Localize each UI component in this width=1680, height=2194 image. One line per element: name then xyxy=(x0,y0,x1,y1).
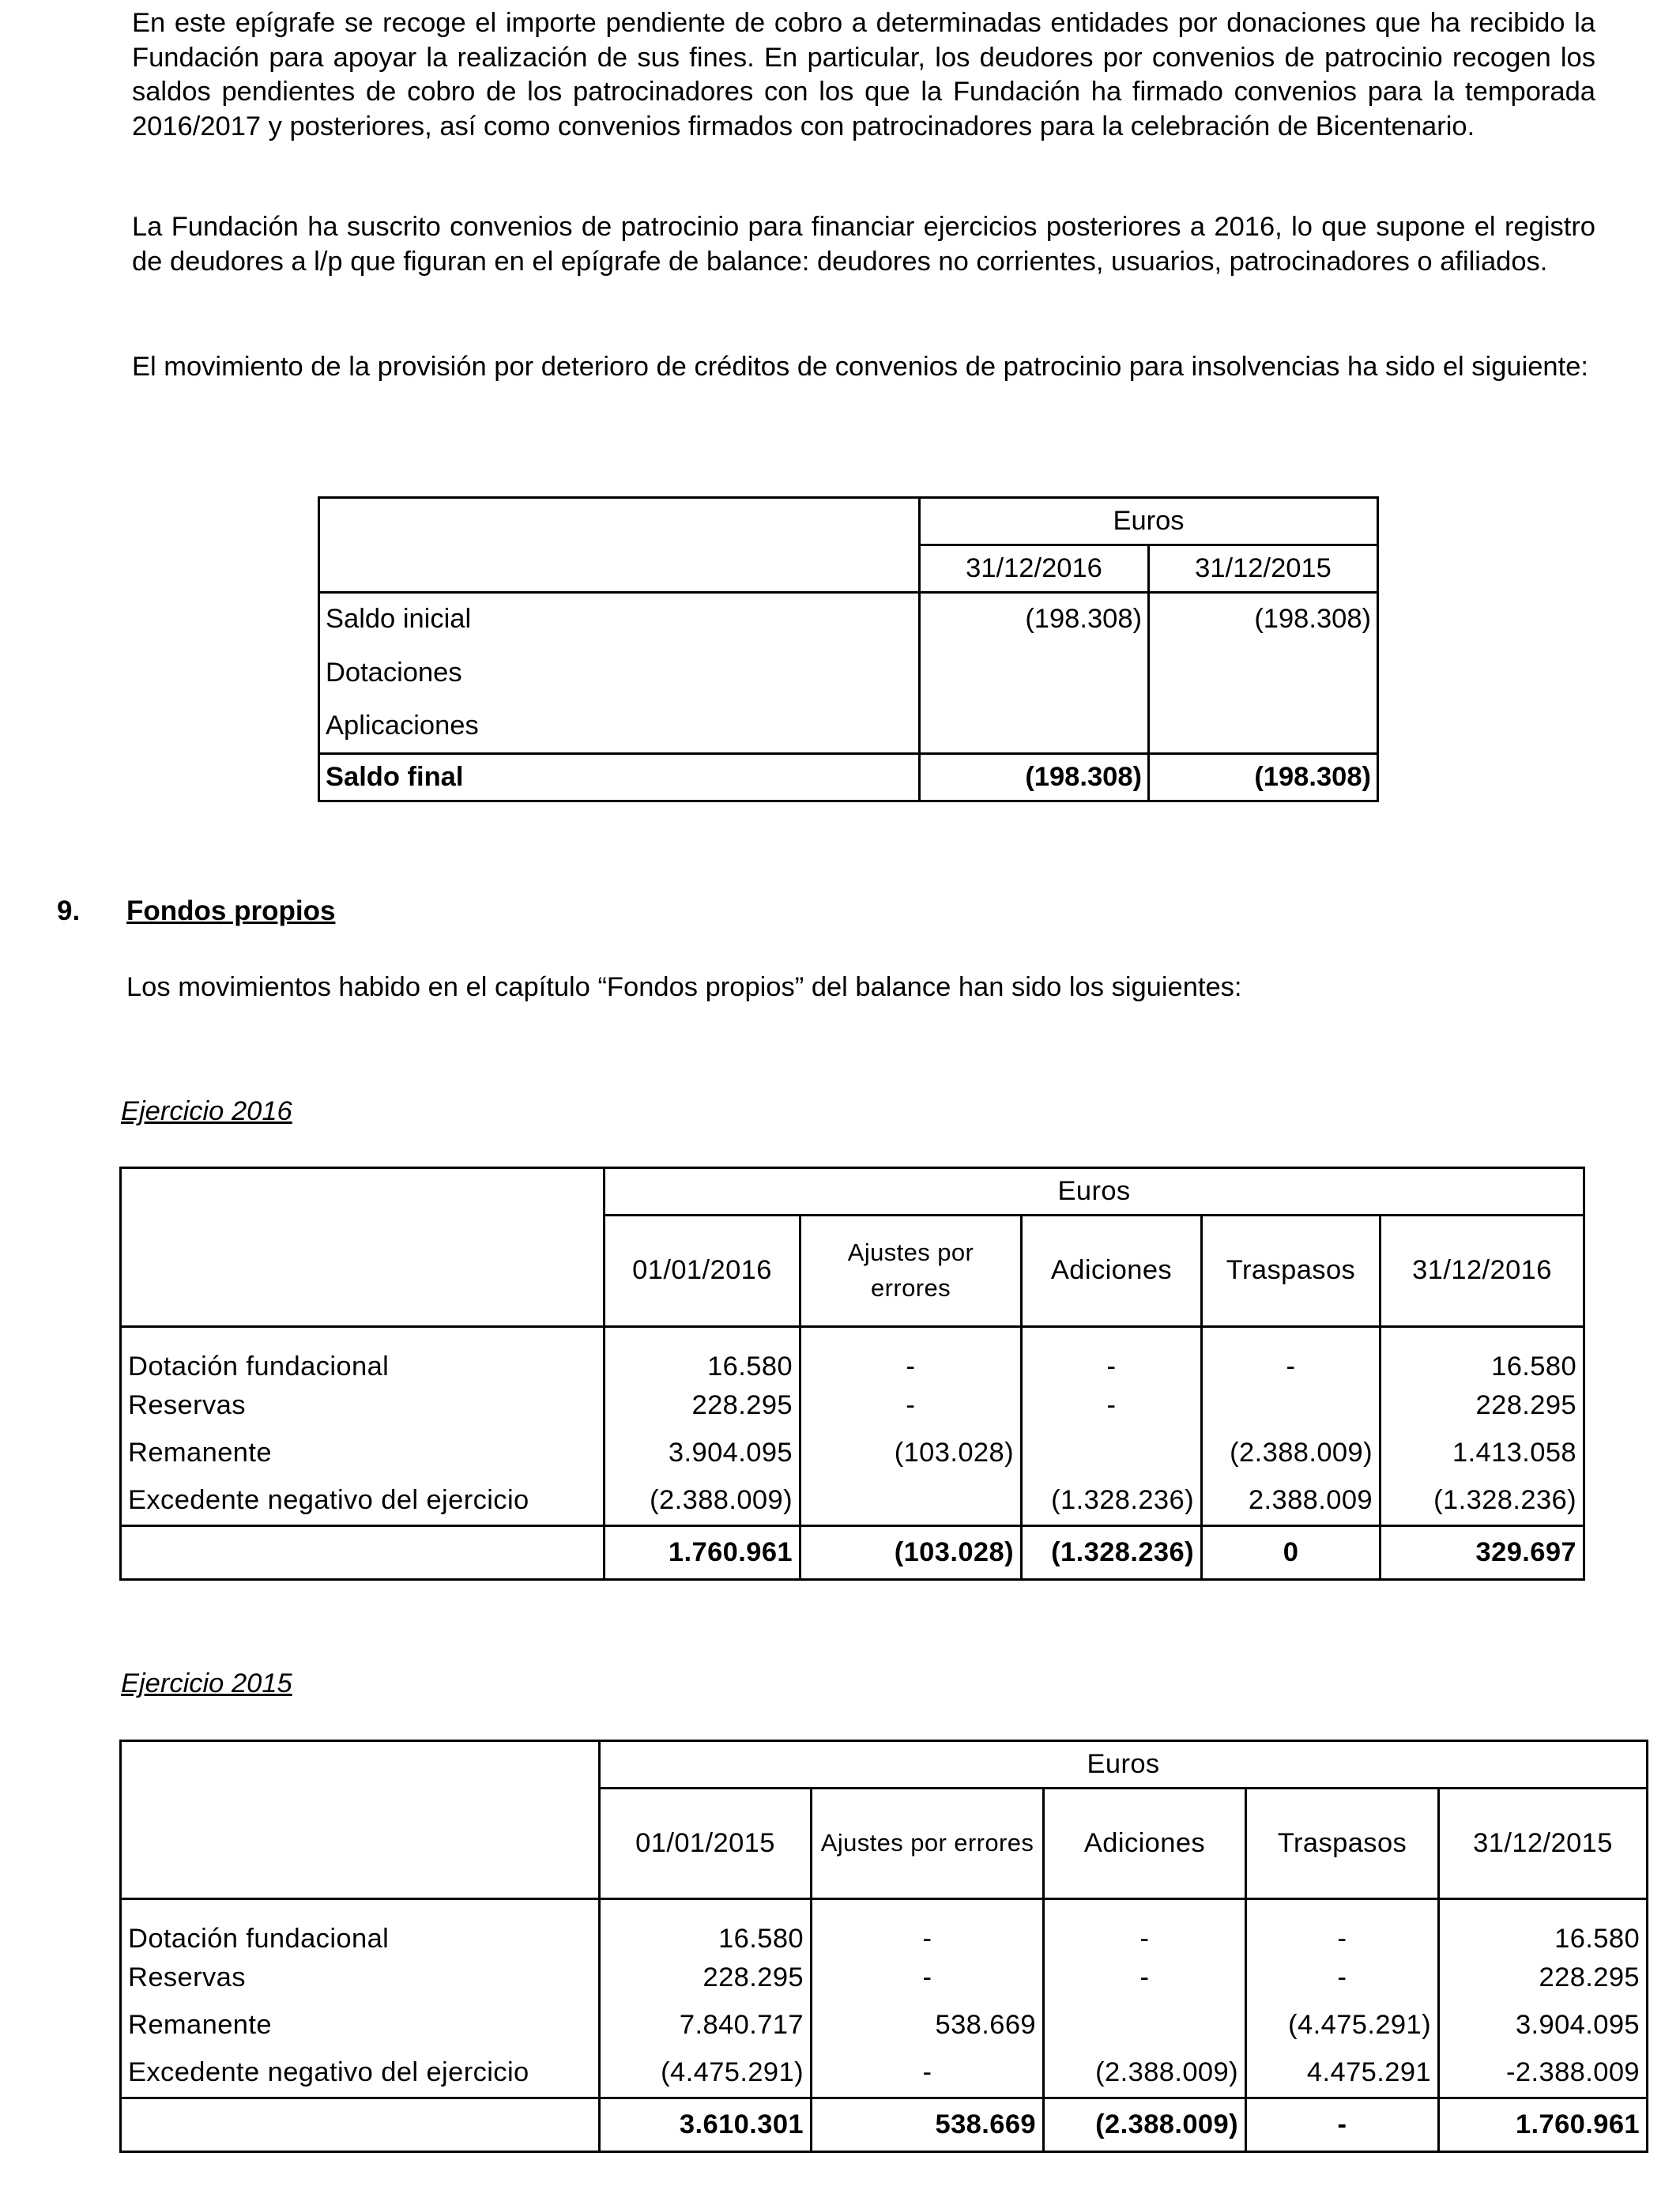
section-lead: Los movimientos habido en el capítulo “Fondos propios” del balance han sido los siguientes: xyxy=(126,972,1242,1002)
paragraph-epigrafe: En este epígrafe se recoge el importe pendiente de cobro a determinadas entidades por donaciones que ha recibido la Fundación para apoyar la realización de sus fines. En particular, los deudores por convenios de patrocinio recogen los saldos pendientes de cobro de los patrocinadores con los que la Fundación ha firmado convenios para la temporada 2016/2017 y posteriores, así como convenios firmados con patrocinadores para la celebración de Bicentenario. xyxy=(132,8,1595,141)
fondos-2015-table: Euros 01/01/2015 Ajustes por errores Adiciones Traspasos 31/12/2015 Dotación fundacional 16.580 - - - 16.580 Reservas 228.295 - - - 228.295 Remanente 7.840.717 538.669 (4.475.291) 3.904.095 Excedente negativo del ejercicio (4.475.291) - (2.388.009) 4.475.291 -2.388.009 3.610.301 538.669 (2.388.009) - 1.760.961 xyxy=(119,1740,1648,2153)
provision-col-2016: 31/12/2016 xyxy=(920,545,1149,593)
table-total-row: Saldo final (198.308) (198.308) xyxy=(319,754,1378,801)
table-row: Reservas 228.295 - - - 228.295 xyxy=(121,1955,1648,2002)
ejercicio-2015-heading: Ejercicio 2015 xyxy=(121,1668,292,1698)
provision-currency: Euros xyxy=(920,498,1378,545)
provision-col-2015: 31/12/2015 xyxy=(1149,545,1378,593)
section-heading xyxy=(57,894,335,929)
table-row: Dotación fundacional 16.580 - - - 16.580 xyxy=(121,1899,1648,1955)
table-row: Remanente 3.904.095 (103.028) (2.388.009) 1.413.058 xyxy=(121,1430,1584,1477)
table-row: Dotación fundacional 16.580 - - - 16.580 xyxy=(121,1327,1584,1382)
ejercicio-2016-heading: Ejercicio 2016 xyxy=(121,1096,292,1126)
table-row: Remanente 7.840.717 538.669 (4.475.291) 3.904.095 xyxy=(121,2002,1648,2049)
table-row: Aplicaciones xyxy=(319,700,1378,754)
provision-table xyxy=(318,496,1379,802)
table-total-row: 3.610.301 538.669 (2.388.009) - 1.760.961 xyxy=(121,2098,1648,2152)
paragraph-movimiento-provision: El movimiento de la provisión por deterioro de créditos de convenios de patrocinio para insolvencias ha sido el siguiente: xyxy=(132,352,1588,382)
section-number: 9. xyxy=(57,895,81,926)
paragraph-convenios: La Fundación ha suscrito convenios de patrocinio para financiar ejercicios posteriores a 2016, lo que supone el registro de deudores a l/p que figuran en el epígrafe de balance: deudores no corrientes, usuarios, patrocinadores o afiliados. xyxy=(132,212,1595,277)
fondos-2016-table: Euros 01/01/2016 Ajustes por errores Adiciones Traspasos 31/12/2016 Dotación fundacional 16.580 - - - 16.580 Reservas 228.295 - - 228.295 Remanente 3.904.095 (103.028) (2.388.009) 1.413.058 Excedente negativo del ejercicio (2.388.009) (1.328.236) 2.388.009 (1.328.236) 1.760.961 (103.028) (1.328.236) 0 329.697 xyxy=(119,1167,1585,1581)
table-row: Excedente negativo del ejercicio (4.475.291) - (2.388.009) 4.475.291 -2.388.009 xyxy=(121,2049,1648,2098)
table-row: Reservas 228.295 - - 228.295 xyxy=(121,1382,1584,1430)
table-row: Excedente negativo del ejercicio (2.388.009) (1.328.236) 2.388.009 (1.328.236) xyxy=(121,1477,1584,1526)
table-total-row: 1.760.961 (103.028) (1.328.236) 0 329.697 xyxy=(121,1526,1584,1580)
table-row: Saldo inicial (198.308) (198.308) xyxy=(319,593,1378,647)
fondos-2015-currency: Euros xyxy=(600,1741,1648,1789)
section-title: Fondos propios xyxy=(126,895,336,926)
fondos-2016-currency: Euros xyxy=(605,1168,1584,1216)
table-row: Dotaciones xyxy=(319,647,1378,700)
